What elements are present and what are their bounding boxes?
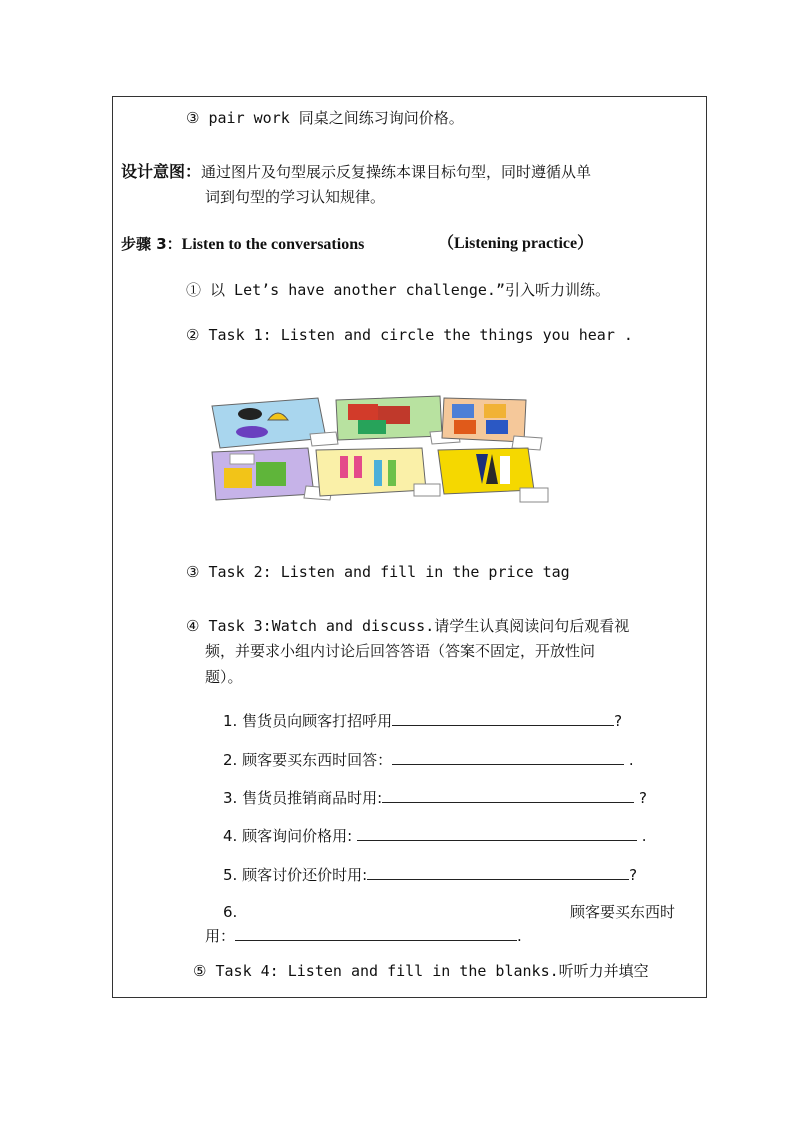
question-end: ? — [614, 712, 623, 730]
sweaters-card — [336, 396, 460, 444]
question-6-line2 — [205, 924, 522, 946]
question-number: 4. — [223, 827, 238, 845]
answer-blank[interactable] — [392, 709, 614, 726]
question-3 — [223, 786, 647, 808]
question-end: . — [628, 751, 634, 769]
step3-item-4-line2: 频，并要求小组内讨论后回答答语（答案不固定，开放性问 — [205, 642, 596, 660]
question-number: 1. — [223, 712, 238, 730]
clothes-picture — [208, 392, 553, 504]
step3-item-4-line3: 题）。 — [205, 668, 243, 686]
question-text: 顾客询问价格用: — [242, 827, 357, 845]
question-6-number: 6. — [223, 903, 238, 921]
shirts-card — [212, 448, 332, 500]
question-6-text-2: 用： — [205, 927, 236, 945]
question-2 — [223, 748, 634, 770]
answer-blank[interactable] — [235, 924, 517, 941]
question-1 — [223, 709, 622, 731]
socks-card — [316, 448, 440, 496]
step3-title: Listen to the conversations — [181, 236, 365, 253]
question-number: 3. — [223, 789, 238, 807]
step3-item-3: ③ Task 2: Listen and fill in the price tag — [186, 563, 570, 581]
step3-label: 步骤 3： — [121, 235, 182, 253]
design-intent — [121, 162, 591, 182]
answer-blank[interactable] — [392, 748, 624, 765]
step3-item-2: ② Task 1: Listen and circle the things you hear . — [186, 326, 633, 344]
question-text: 顾客要买东西时回答： — [242, 751, 393, 769]
answer-blank[interactable] — [367, 863, 629, 880]
question-text: 顾客讨价还价时用: — [242, 866, 368, 884]
question-text: 售货员推销商品时用: — [242, 789, 383, 807]
step3-item-5: ⑤ Task 4: Listen and fill in the blanks.听听力并填空 — [193, 962, 649, 980]
question-4 — [223, 824, 646, 846]
question-end: ? — [629, 866, 638, 884]
step3-item-1: ① 以 Let’s have another challenge.”引入听力训练。 — [186, 281, 610, 299]
hats-card — [212, 398, 338, 448]
design-intent-text-1: 通过图片及句型展示反复操练本课目标句型，同时遵循从单 — [201, 163, 592, 181]
step2-item-3: ③ pair work 同桌之间练习询问价格。 — [186, 109, 464, 127]
design-intent-text-2: 词到句型的学习认知规律。 — [205, 188, 386, 206]
question-end: . — [517, 927, 522, 945]
question-text: 售货员向顾客打招呼用 — [242, 712, 393, 730]
question-end: . — [641, 827, 647, 845]
answer-blank[interactable] — [382, 786, 634, 803]
pants-card — [438, 448, 548, 502]
answer-blank[interactable] — [357, 824, 637, 841]
step3-subtitle: （Listening practice） — [438, 235, 594, 252]
step3-item-4-line1: ④ Task 3:Watch and discuss.请学生认真阅读问句后观看视 — [186, 617, 630, 635]
question-number: 2. — [223, 751, 238, 769]
question-end: ? — [638, 789, 647, 807]
step3-heading — [121, 234, 364, 255]
question-6-text: 顾客要买东西时 — [570, 903, 676, 921]
design-intent-label: 设计意图： — [121, 162, 202, 181]
question-5 — [223, 863, 637, 885]
question-number: 5. — [223, 866, 238, 884]
